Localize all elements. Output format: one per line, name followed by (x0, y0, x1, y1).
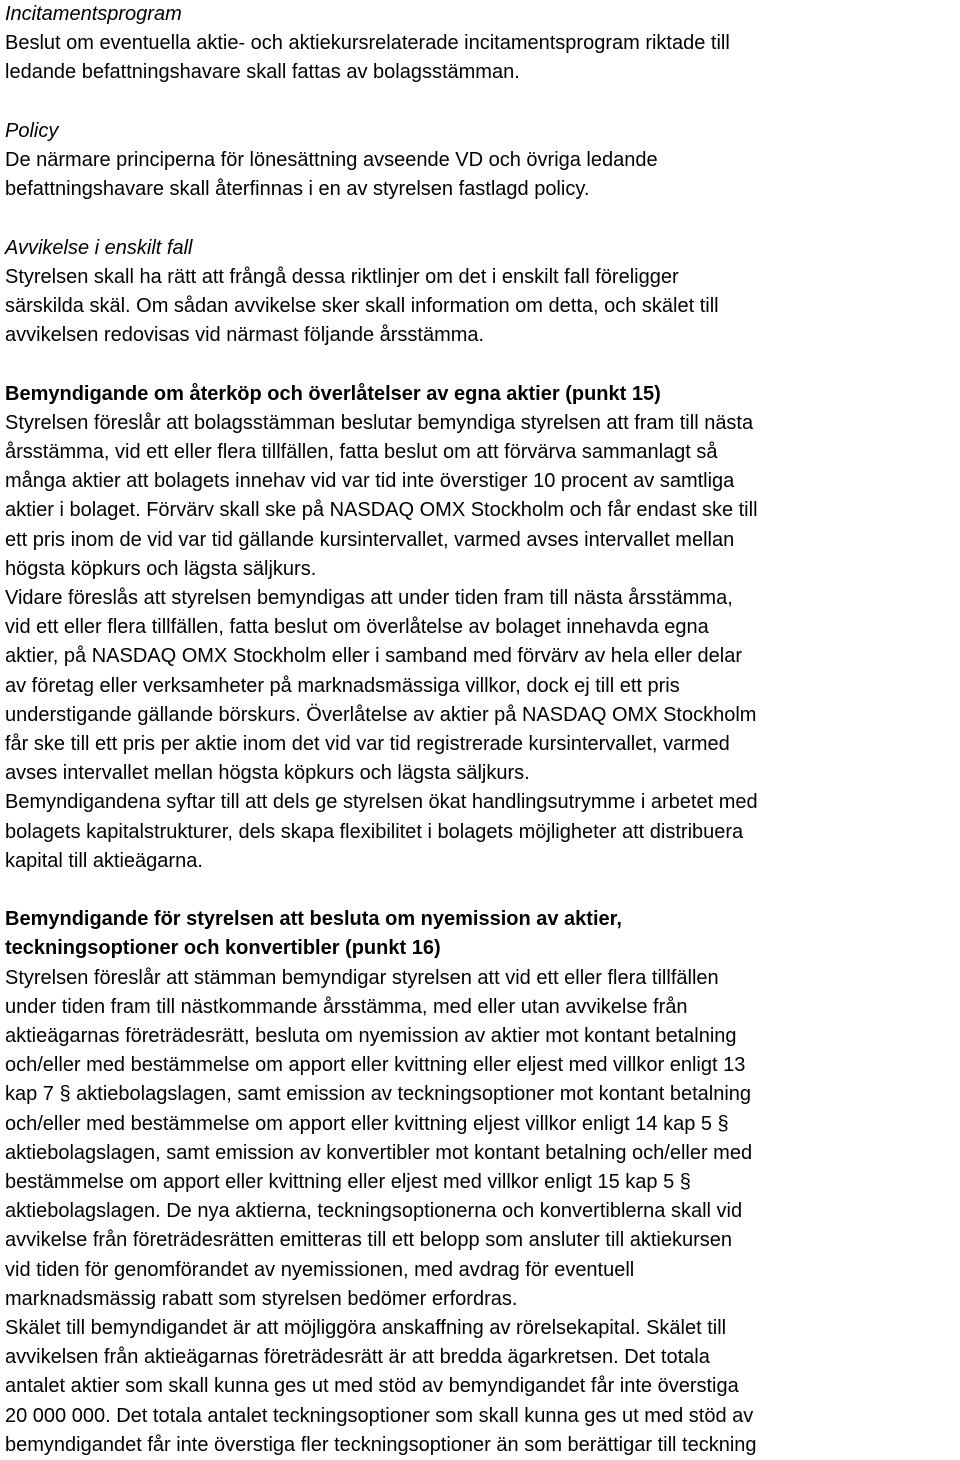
body-line: De närmare principerna för lönesättning avseende VD och övriga ledande (5, 149, 658, 171)
section-heading: Avvikelse i enskilt fall (5, 236, 193, 259)
body-line: avvikelsen från aktieägarnas företrädesrätt är att bredda ägarkretsen. Det totala (5, 1346, 710, 1369)
body-line: årsstämma, vid ett eller flera tillfällen, fatta beslut om att förvärva sammanlagt så (5, 441, 718, 463)
section-avvikelse (5, 234, 957, 351)
body-line: ett pris inom de vid var tid gällande kursintervallet, varmed avses intervallet mellan (5, 528, 735, 551)
body-line: befattningshavare skall återfinnas i en av styrelsen fastlagd policy. (5, 178, 590, 201)
body-line: Styrelsen föreslår att bolagsstämman beslutar bemyndiga styrelsen att fram till nästa (5, 411, 754, 434)
body-line: och/eller med bestämmelse om apport eller kvittning eljest villkor enligt 14 kap 5 § (5, 1112, 729, 1135)
body-line: Vidare föreslås att styrelsen bemyndigas att under tiden fram till nästa årsstämma, (5, 587, 733, 610)
body-line: av företag eller verksamheter på marknadsmässiga villkor, dock ej till ett pris (5, 674, 680, 697)
section-heading: teckningsoptioner och konvertibler (punkt 16) (5, 937, 441, 960)
body-line: aktieägarnas företrädesrätt, besluta om nyemission av aktier mot kontant betalning (5, 1025, 737, 1048)
section-heading: Bemyndigande om återköp och överlåtelser av egna aktier (punkt 15) (5, 382, 661, 405)
body-line: Skälet till bemyndigandet är att möjliggöra anskaffning av rörelsekapital. Skälet till (5, 1317, 727, 1340)
body-line: understigande gällande börskurs. Överlåtelse av aktier på NASDAQ OMX Stockholm (5, 703, 757, 726)
paragraph-gap (5, 204, 957, 233)
body-line: antalet aktier som skall kunna ges ut med stöd av bemyndigandet får inte överstiga (5, 1375, 739, 1398)
body-line: aktier, på NASDAQ OMX Stockholm eller i samband med förvärv av hela eller delar (5, 645, 742, 668)
section-heading: Policy (5, 119, 59, 142)
body-line: Styrelsen skall ha rätt att frångå dessa riktlinjer om det i enskilt fall föreligger (5, 265, 679, 288)
section-policy (5, 117, 957, 205)
section-incitamentsprogram (5, 0, 957, 88)
body-line: aktier i bolaget. Förvärv skall ske på NASDAQ OMX Stockholm och får endast ske till (5, 499, 758, 522)
body-line: Bemyndigandena syftar till att dels ge styrelsen ökat handlingsutrymme i arbetet med (5, 791, 758, 814)
body-line: bolagets kapitalstrukturer, dels skapa flexibilitet i bolagets möjligheter att distribuera (5, 820, 744, 843)
body-line: kap 7 § aktiebolagslagen, samt emission av teckningsoptioner mot kontant betalning (5, 1083, 752, 1106)
body-line: avvikelsen redovisas vid närmast följande årsstämma. (5, 324, 485, 347)
section-punkt-16 (5, 905, 957, 1460)
body-line: marknadsmässig rabatt som styrelsen bedömer erfordras. (5, 1287, 518, 1310)
paragraph-gap (5, 876, 957, 905)
body-line: särskilda skäl. Om sådan avvikelse sker skall information om detta, och skälet till (5, 295, 719, 317)
body-line: kapital till aktieägarna. (5, 849, 203, 872)
body-line: Styrelsen föreslår att stämman bemyndigar styrelsen att vid ett eller flera tillfällen (5, 966, 719, 989)
body-line: vid ett eller flera tillfällen, fatta beslut om överlåtelse av bolaget innehavda egna (5, 616, 709, 639)
body-line: under tiden fram till nästkommande årsstämma, med eller utan avvikelse från (5, 995, 688, 1018)
body-line: 20 000 000. Det totala antalet teckningsoptioner som skall kunna ges ut med stöd av (5, 1404, 754, 1427)
body-line: bestämmelse om apport eller kvittning eller eljest med villkor enligt 15 kap 5 § (5, 1171, 691, 1194)
body-line: Beslut om eventuella aktie- och aktiekursrelaterade incitamentsprogram riktade till (5, 32, 730, 55)
section-heading: Incitamentsprogram (5, 3, 182, 25)
section-heading: Bemyndigande för styrelsen att besluta om nyemission av aktier, (5, 908, 622, 931)
body-line: aktiebolagslagen, samt emission av konvertibler mot kontant betalning och/eller med (5, 1141, 753, 1164)
body-line: vid tiden för genomförandet av nyemissionen, med avdrag för eventuell (5, 1258, 635, 1281)
body-line: många aktier att bolagets innehav vid var tid inte överstiger 10 procent av samtliga (5, 470, 735, 493)
body-line: aktiebolagslagen. De nya aktierna, teckningsoptionerna och konvertiblerna skall vid (5, 1200, 743, 1223)
body-line: avvikelse från företrädesrätten emitteras till ett belopp som ansluter till aktiekursen (5, 1229, 733, 1252)
body-line: bemyndigandet får inte överstiga fler teckningsoptioner än som berättigar till teckning (5, 1433, 757, 1456)
body-line: högsta köpkurs och lägsta säljkurs. (5, 557, 317, 580)
paragraph-gap (5, 88, 957, 117)
section-punkt-15 (5, 380, 957, 876)
paragraph-gap (5, 350, 957, 379)
body-line: får ske till ett pris per aktie inom det vid var tid registrerade kursintervallet, varmed (5, 733, 730, 756)
body-line: avses intervallet mellan högsta köpkurs och lägsta säljkurs. (5, 762, 530, 785)
body-line: ledande befattningshavare skall fattas av bolagsstämman. (5, 61, 520, 84)
body-line: och/eller med bestämmelse om apport eller kvittning eller eljest med villkor enligt 13 (5, 1054, 746, 1077)
document-page (5, 0, 957, 1460)
